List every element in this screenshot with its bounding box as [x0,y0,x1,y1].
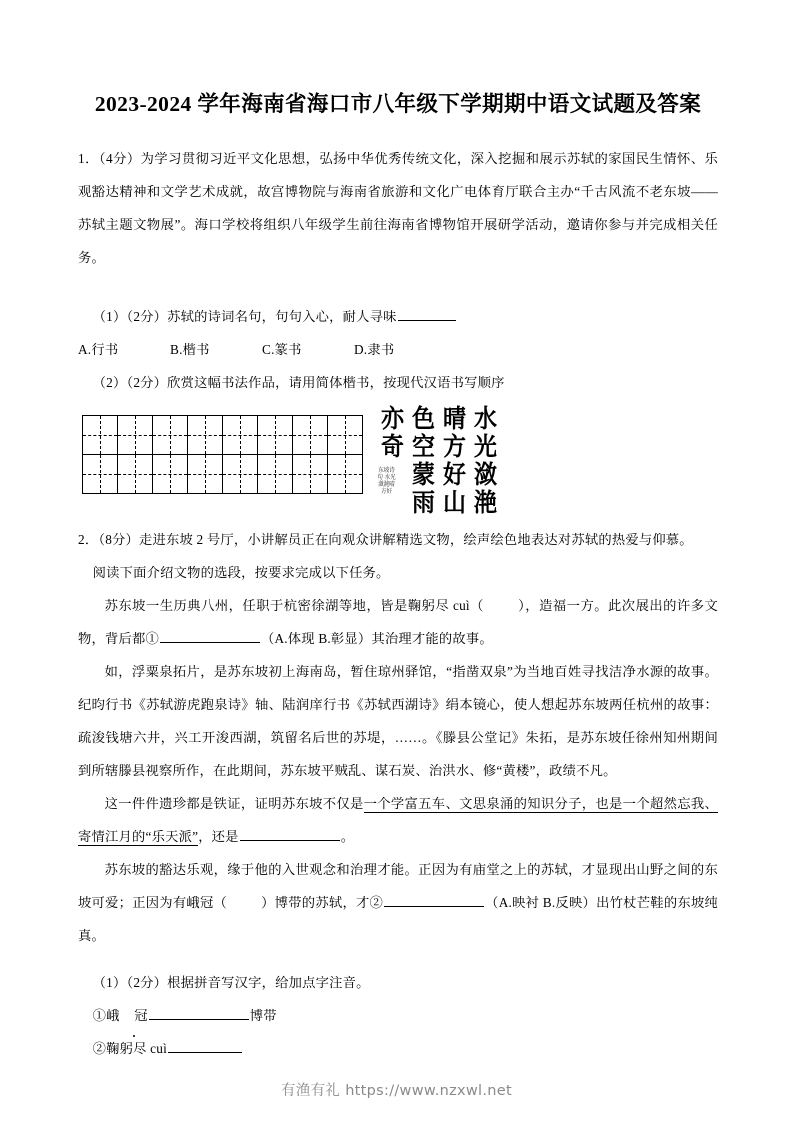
tianzige-writing-grid[interactable] [82,415,363,494]
calligraphy-char: 好 [442,460,466,490]
grid-cell[interactable] [153,455,188,494]
question-2-stem-line-1: 2．（8分）走进东坡 2 号厅，小讲解员正在向观众讲解精选文物，绘声绘色地表达对苏轼的热爱与仰慕。 [78,532,693,548]
passage-paragraph-2: 如，浮粟泉拓片，是苏东坡初上海南岛，暂住琼州驿馆，“指凿双泉”为当地百姓寻找洁净水源的故事。纪昀行书《苏轼游虎跑泉诗》轴、陆润庠行书《苏轼西湖诗》绢本镜心，使人想起苏东坡两任杭州的故事：疏浚钱塘六井，兴工开浚西湖，筑留名后世的苏堤，……。《滕县公堂记》朱拓，是苏东坡任徐州知州期间到所辖滕县视察所作，在此期间，苏东坡平贼乱、谋石炭、治洪水、修“黄楼”，政绩不凡。 [78,664,718,779]
calligraphy-char: 色 [411,404,435,434]
calligraphy-char: 方 [442,432,466,462]
calligraphy-signature: 东坡诗句 水光潋滟晴方好 [377,467,396,496]
item-2-answer-blank[interactable] [168,1039,242,1054]
item-1-answer-blank[interactable] [149,1006,249,1021]
spacer [78,274,718,300]
grid-cell[interactable] [328,455,363,494]
grid-cell[interactable] [153,416,188,455]
grid-row [83,416,363,455]
calligraphy-char: 滟 [473,488,497,518]
passage-p1-part-1: 苏东坡一生历典八州，任职于杭密徐湖等地，皆是鞠躬尽 cuì（ [104,598,484,614]
option-d[interactable]: D.隶书 [354,342,395,358]
grid-cell[interactable] [188,416,223,455]
calligraphy-column-3 [410,405,437,517]
passage-paragraph-1 [78,589,718,655]
passage-p3-part-3: 。 [340,829,355,845]
page-title: 2023-2024 学年海南省海口市八年级下学期期中语文试题及答案 [94,92,702,116]
question-1-options [78,333,718,366]
question-2-item-1 [78,999,718,1032]
page-content [78,88,718,1065]
calligraphy-char: 山 [442,488,466,518]
grid-cell[interactable] [328,416,363,455]
question-1 [78,142,718,523]
footer-watermark [0,1079,793,1100]
question-2-sub-1: （1）（2分）根据拼音写汉字，给加点字注音。 [92,975,370,991]
passage-paragraph-4 [78,853,718,952]
question-1-sub-2: （2）（2分）欣赏这幅书法作品，请用简体楷书，按现代汉语书写顺序 [92,375,505,391]
item-1-suffix: 博带 [249,1008,277,1024]
passage-paragraph-3 [78,787,718,853]
question-1-sub-1-text: （1）（2分）苏轼的诗词名句，句句入心，耐人寻味 [92,309,397,325]
passage-blank-1[interactable] [160,629,260,644]
grid-cell[interactable] [118,416,153,455]
seal-script-artwork [378,405,500,517]
option-a[interactable]: A.行书 [78,342,119,358]
grid-cell[interactable] [188,455,223,494]
passage-p1-choice: （A.体现 B.彰显）其治理才能的故事。 [260,631,493,647]
item-2-prefix: ②鞠躬尽 cuì [92,1041,167,1057]
passage-p3-underlined-clause: 一个学富五车、文思泉涌的知识分子，也是一个超然忘我、寄情江月的“乐天派” [78,796,718,845]
calligraphy-column-2 [441,405,468,517]
calligraphy-column-4 [377,404,406,496]
grid-cell[interactable] [293,455,328,494]
calligraphy-char: 蒙 [411,460,435,490]
question-2-item-2 [78,1032,718,1065]
question-1-sub-1-blank[interactable] [398,307,456,322]
option-c[interactable]: C.篆书 [262,342,302,358]
emphasized-char-guan: 冠 [120,999,148,1032]
grid-cell[interactable] [258,416,293,455]
item-1-prefix: ①峨 [92,1008,120,1024]
spacer [78,952,718,966]
passage-p4-choice: （A.映衬 B.反映）出竹杖芒鞋的东坡纯真。 [78,895,718,944]
watermark-site-name: 有渔有礼 [280,1083,341,1099]
grid-cell[interactable] [258,455,293,494]
question-2-stem-line-2: 阅读下面介绍文物的选段，按要求完成以下任务。 [92,565,390,581]
grid-cell[interactable] [118,455,153,494]
grid-cell[interactable] [83,455,118,494]
grid-cell[interactable] [223,416,258,455]
question-2 [78,523,718,1065]
calligraphy-column-1 [472,405,499,517]
passage-blank-2[interactable] [240,827,340,842]
grid-cell[interactable] [223,455,258,494]
calligraphy-char: 亦 [380,404,404,434]
calligraphy-char: 晴 [442,404,466,434]
watermark-site-url: https://www.nzxwl.net [345,1083,512,1099]
passage-p1-part-2: ），造福一方。此次展出的许多文物，背后都① [78,598,718,647]
grid-row [83,455,363,494]
passage-p4-part-2: ）博带的苏轼，才② [261,895,384,911]
calligraphy-char: 空 [411,432,435,462]
passage-p3-part-2: ，还是 [198,829,239,845]
calligraphy-char: 潋 [473,460,497,490]
calligraphy-char: 雨 [411,488,435,518]
calligraphy-char: 奇 [380,432,404,462]
grid-cell[interactable] [293,416,328,455]
calligraphy-figure [78,405,718,523]
calligraphy-char: 光 [473,432,497,462]
grid-cell[interactable] [83,416,118,455]
question-1-sub-1 [78,300,718,333]
passage-p4-part-1: 苏东坡的豁达乐观，缘于他的入世观念和治理才能。正因为有庙堂之上的苏轼，才显现出山野之间的东坡可爱；正因为有峨冠（ [78,862,718,911]
option-b[interactable]: B.楷书 [170,342,210,358]
calligraphy-char: 水 [473,404,497,434]
passage-blank-3[interactable] [384,893,484,908]
passage-p3-part-1: 这一件件遗珍都是铁证，证明苏东坡不仅是 [104,796,364,812]
question-1-stem: 1．（4分）为学习贯彻习近平文化思想，弘扬中华优秀传统文化，深入挖掘和展示苏轼的家国民生情怀、乐观豁达精神和文学艺术成就，故宫博物院与海南省旅游和文化广电体育厅联合主办“千古风流不老东坡——苏轼主题文物展”。海口学校将组织八年级学生前往海南省博物馆开展研学活动，邀请你参与并完成相关任务。 [78,151,718,266]
